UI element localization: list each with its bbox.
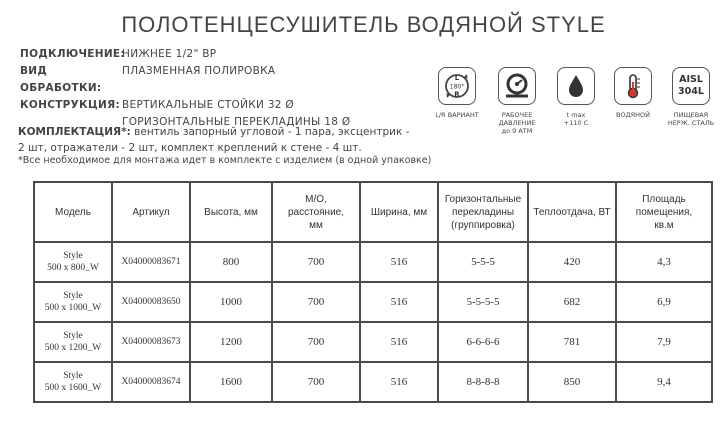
svg-text:180°: 180° xyxy=(449,83,465,91)
package-contents xyxy=(18,124,418,156)
feature-water xyxy=(605,67,661,119)
feature-lr xyxy=(429,67,485,119)
spec-value xyxy=(122,46,216,63)
installation-note: *Все необходимое для монтажа идет в комплекте с изделием (в одной упаковке) xyxy=(18,155,432,166)
table-row xyxy=(34,242,712,282)
col-header: Ширина, мм xyxy=(360,182,438,242)
cell-width: 516 xyxy=(360,282,438,322)
cell-distance: 700 xyxy=(272,322,360,362)
cell-height: 1000 xyxy=(190,282,272,322)
svg-text:L: L xyxy=(454,74,460,82)
feature-caption: L/R ВАРИАНТ xyxy=(435,111,479,119)
table-row xyxy=(34,322,712,362)
spec-label: ПОДКЛЮЧЕНИЕ: xyxy=(20,48,125,60)
cell-heat: 781 xyxy=(528,322,616,362)
table-row xyxy=(34,362,712,402)
drop-icon xyxy=(557,67,595,105)
feature-temperature xyxy=(548,67,604,127)
col-header: Теплоотдача, ВТ xyxy=(528,182,616,242)
cell-heat: 420 xyxy=(528,242,616,282)
cell-grouping: 5-5-5-5 xyxy=(438,282,528,322)
col-header: Модель xyxy=(34,182,112,242)
cell-grouping: 8-8-8-8 xyxy=(438,362,528,402)
package-text: вентиль запорный угловой - 1 пара, эксцентрик - 2 шт, отражатели - 2 шт, комплект креплений к стене - 4 шт. xyxy=(18,126,410,154)
cell-article: X04000083673 xyxy=(112,322,190,362)
cell-width: 516 xyxy=(360,362,438,402)
cell-height: 1600 xyxy=(190,362,272,402)
cell-area: 7,9 xyxy=(616,322,712,362)
cell-heat: 850 xyxy=(528,362,616,402)
cell-article: X04000083650 xyxy=(112,282,190,322)
steel-icon-text: 304L xyxy=(678,86,704,97)
page-title: ПОЛОТЕНЦЕСУШИТЕЛЬ ВОДЯНОЙ STYLE xyxy=(121,12,606,37)
spec-value-line: ГОРИЗОНТАЛЬНЫЕ ПЕРЕКЛАДИНЫ 18 Ø xyxy=(122,116,351,128)
feature-steel xyxy=(663,67,719,127)
spec-value xyxy=(122,63,275,97)
spec-value-line: НИЖНЕЕ 1/2" ВР xyxy=(122,48,217,60)
feature-pressure xyxy=(489,67,545,135)
cell-model: Style 500 x 800_W xyxy=(34,242,112,282)
spec-finish xyxy=(20,63,350,97)
thermometer-icon xyxy=(614,67,652,105)
steel-icon-text: AISL xyxy=(679,74,703,85)
cell-grouping: 5-5-5 xyxy=(438,242,528,282)
feature-caption: ПИЩЕВАЯ НЕРЖ. СТАЛЬ xyxy=(667,111,715,127)
rotate-lr-icon xyxy=(438,67,476,105)
feature-caption: РАБОЧЕЕ ДАВЛЕНИЕ до 9 АТМ xyxy=(498,111,536,135)
col-header: Горизонтальные перекладины (группировка) xyxy=(438,182,528,242)
cell-height: 1200 xyxy=(190,322,272,362)
package-label: КОМПЛЕКТАЦИЯ*: xyxy=(18,126,131,138)
models-table xyxy=(33,181,713,403)
cell-area: 6,9 xyxy=(616,282,712,322)
cell-model: Style 500 x 1600_W xyxy=(34,362,112,402)
col-header: Площадь помещения, кв.м xyxy=(616,182,712,242)
col-header: М/О, расстояние, мм xyxy=(272,182,360,242)
cell-distance: 700 xyxy=(272,362,360,402)
feature-icons xyxy=(427,67,727,147)
table-row xyxy=(34,282,712,322)
col-header: Высота, мм xyxy=(190,182,272,242)
svg-text:R: R xyxy=(454,90,460,99)
cell-model: Style 500 x 1200_W xyxy=(34,322,112,362)
feature-caption: ВОДЯНОЙ xyxy=(615,111,651,119)
table-header-row xyxy=(34,182,712,242)
spec-value-line: ПЛАЗМЕННАЯ ПОЛИРОВКА xyxy=(122,65,276,77)
cell-width: 516 xyxy=(360,242,438,282)
pressure-icon xyxy=(498,67,536,105)
cell-heat: 682 xyxy=(528,282,616,322)
cell-article: X04000083674 xyxy=(112,362,190,402)
cell-model: Style 500 x 1000_W xyxy=(34,282,112,322)
spec-label: КОНСТРУКЦИЯ: xyxy=(20,99,120,111)
cell-width: 516 xyxy=(360,322,438,362)
cell-grouping: 6-6-6-6 xyxy=(438,322,528,362)
spec-value-line: ВЕРТИКАЛЬНЫЕ СТОЙКИ 32 Ø xyxy=(122,99,294,111)
spec-label: ВИД ОБРАБОТКИ: xyxy=(20,65,102,94)
cell-area: 4,3 xyxy=(616,242,712,282)
spec-connection xyxy=(20,46,350,63)
cell-article: X04000083671 xyxy=(112,242,190,282)
feature-caption: t max +110 С xyxy=(563,111,589,127)
steel-icon xyxy=(672,67,710,105)
cell-distance: 700 xyxy=(272,242,360,282)
cell-height: 800 xyxy=(190,242,272,282)
col-header: Артикул xyxy=(112,182,190,242)
spec-list xyxy=(20,46,350,131)
cell-area: 9,4 xyxy=(616,362,712,402)
cell-distance: 700 xyxy=(272,282,360,322)
